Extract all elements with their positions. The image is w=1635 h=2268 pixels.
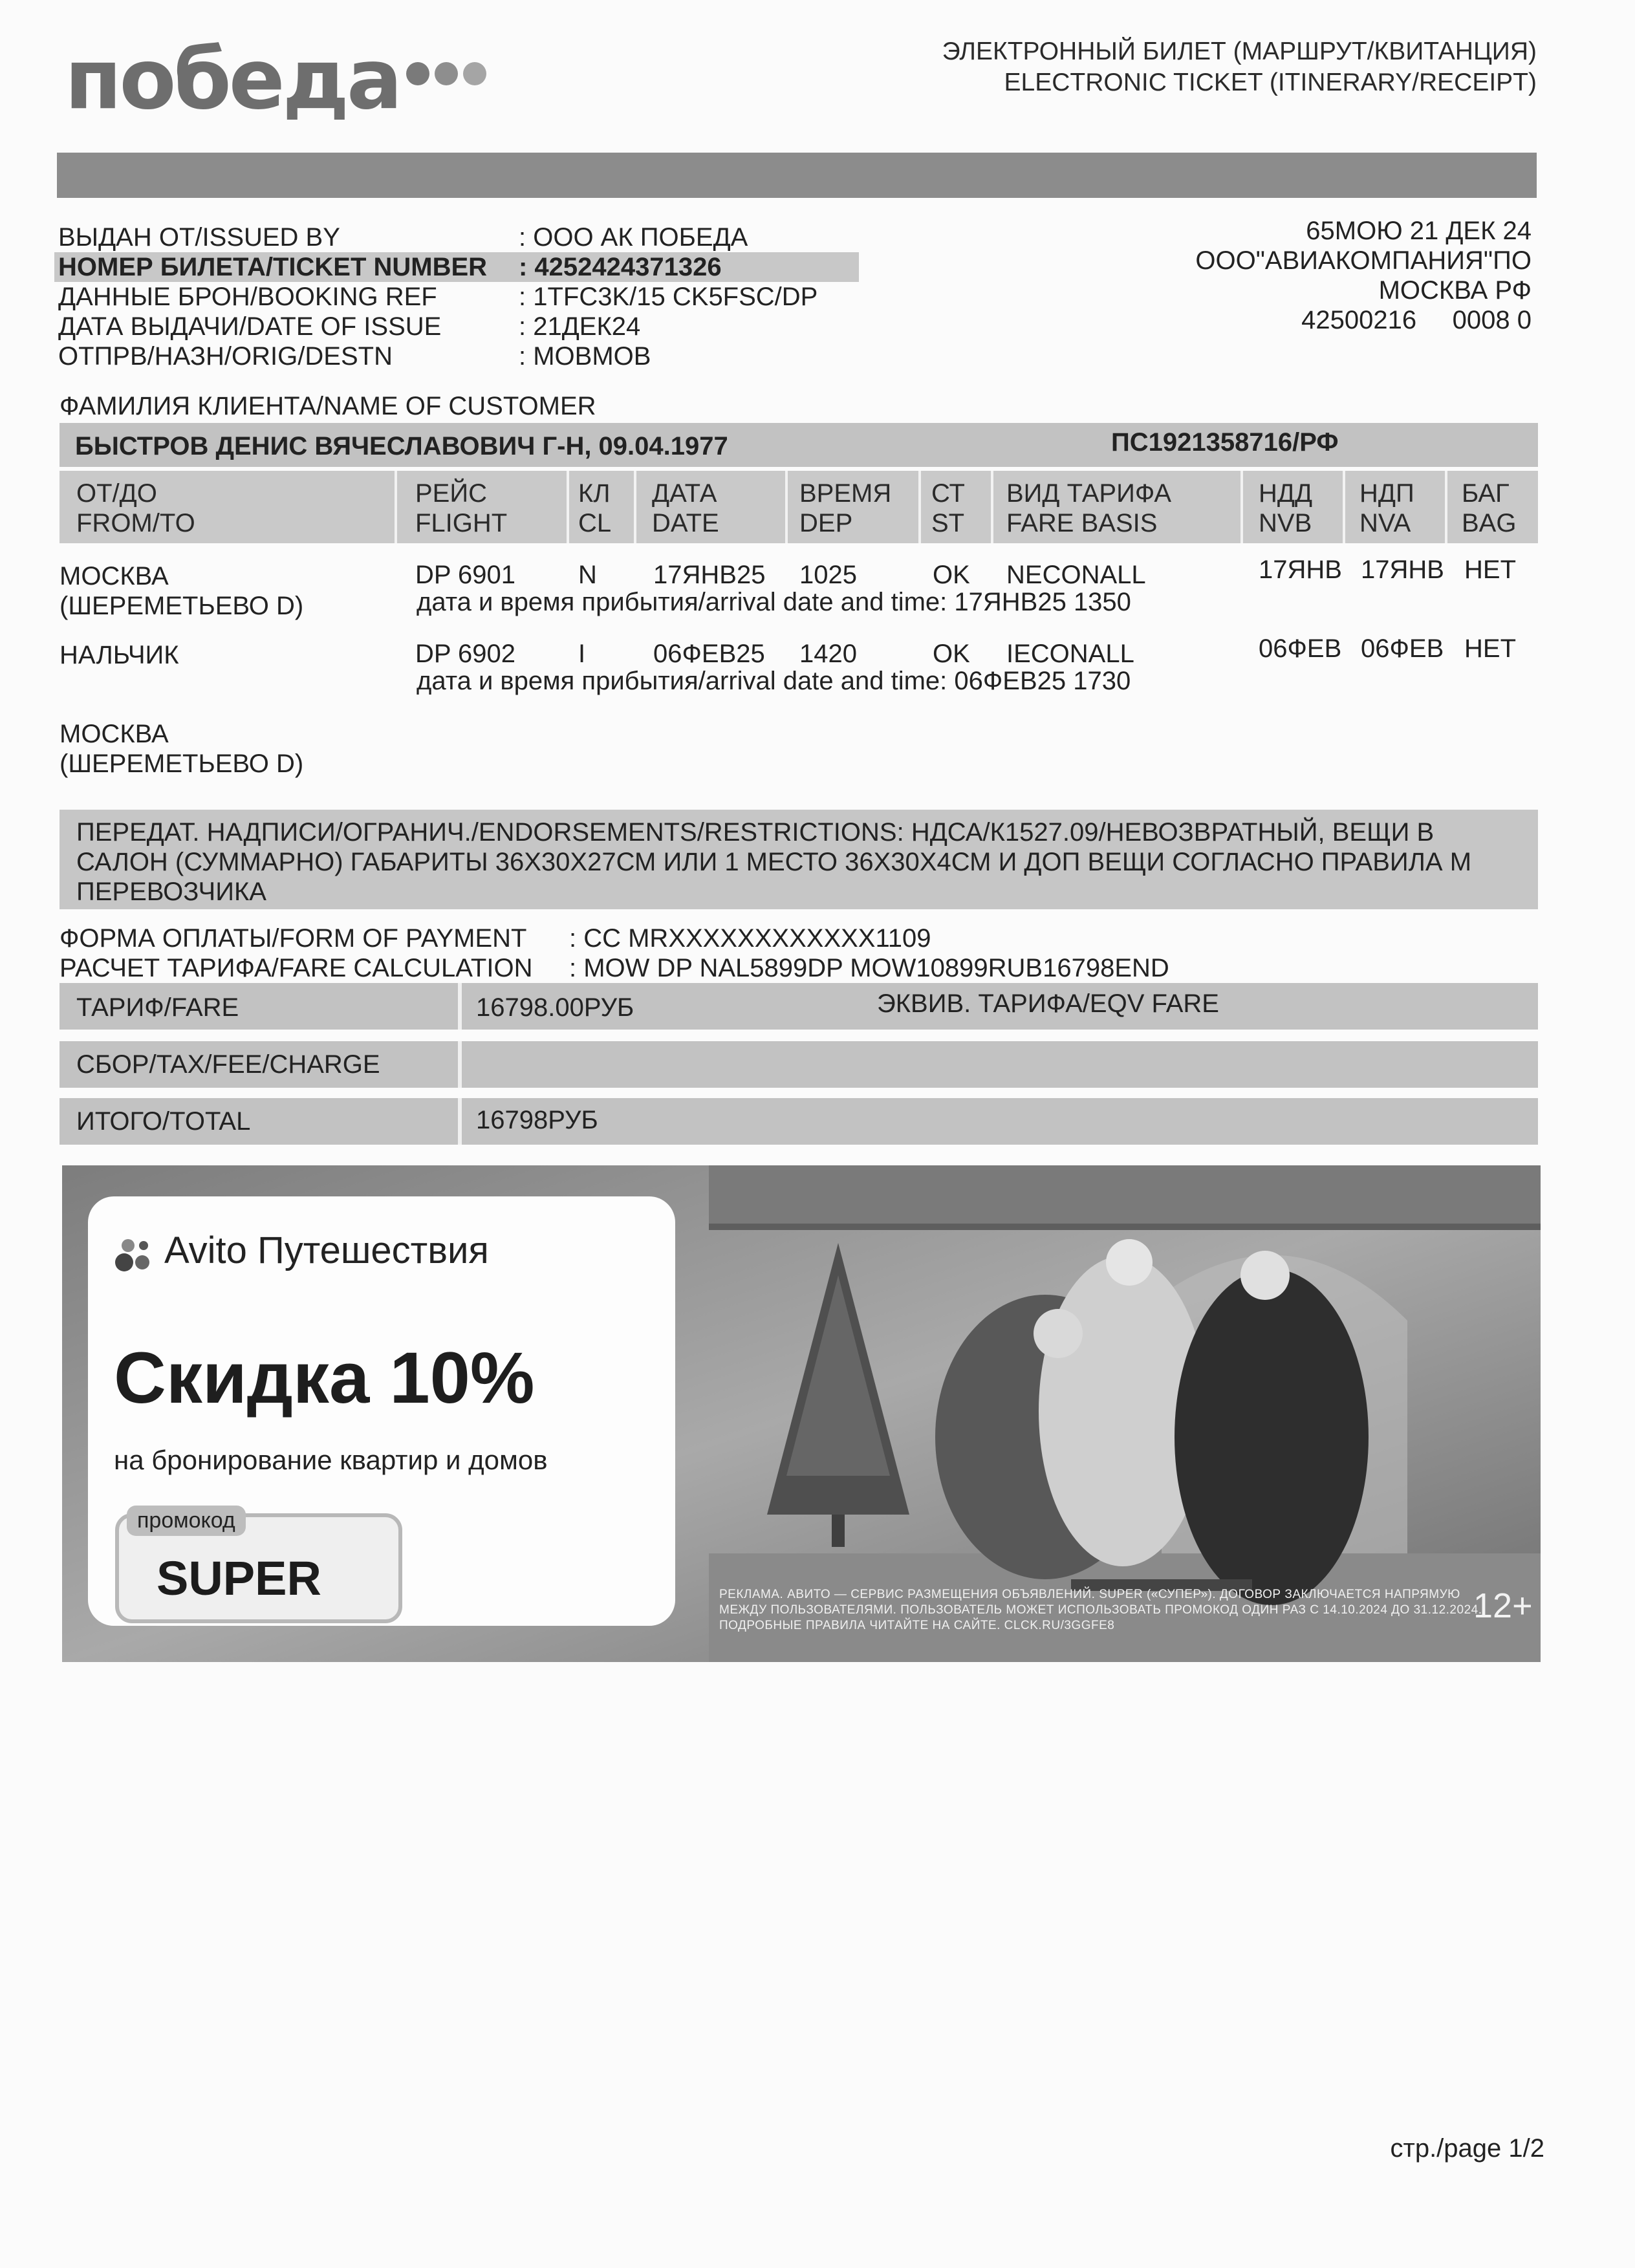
total-row xyxy=(60,1098,1538,1145)
col-header-en: BAG xyxy=(1462,509,1517,537)
ticket-number-value: : 4252424371326 xyxy=(519,253,722,281)
segment-nvb: 17ЯНВ xyxy=(1259,556,1342,584)
ticket-number-label: НОМЕР БИЛЕТА/TICKET NUMBER xyxy=(58,253,488,281)
col-header-ru: РЕЙС xyxy=(415,479,487,508)
col-header-en: DATE xyxy=(652,509,719,537)
issue-info xyxy=(58,222,899,378)
agency-line: 65МОЮ 21 ДЕК 24 xyxy=(1306,217,1532,245)
segment-flight: DP 6902 xyxy=(415,640,515,668)
col-header-en: NVB xyxy=(1259,509,1312,537)
col-header-dep xyxy=(799,479,891,538)
route-value: : МОВМОВ xyxy=(519,342,651,371)
total-label: ИТОГО/TOTAL xyxy=(76,1107,251,1136)
agency-line: ООО"АВИАКОМПАНИЯ"ПО xyxy=(1195,246,1532,275)
logo-dot xyxy=(406,62,429,85)
col-header-nvb xyxy=(1259,479,1312,538)
fare-row xyxy=(60,983,1538,1030)
col-header-en: FARE BASIS xyxy=(1006,509,1158,537)
segment-fare-basis: NECONALL xyxy=(1006,561,1146,589)
column-divider xyxy=(567,471,569,543)
col-header-en: FROM/TO xyxy=(76,509,195,537)
title-en: ELECTRONIC TICKET (ITINERARY/RECEIPT) xyxy=(1004,69,1537,96)
col-header-en: FLIGHT xyxy=(415,509,508,537)
column-divider xyxy=(991,471,993,543)
segment-arrival: дата и время прибытия/arrival date and time: 06ФЕВ25 1730 xyxy=(417,667,1131,695)
segment-dep: 1420 xyxy=(799,640,857,668)
col-header-en: NVA xyxy=(1359,509,1411,537)
segment-fare-basis: IECONALL xyxy=(1006,640,1134,668)
segment-from: МОСКВА xyxy=(60,562,169,590)
column-divider xyxy=(1240,471,1243,543)
route-label: ОТПРВ/НАЗН/ORIG/DESTN xyxy=(58,342,393,371)
ad-subline: на бронирование квартир и домов xyxy=(114,1445,548,1475)
segment-flight: DP 6901 xyxy=(415,561,515,589)
column-divider xyxy=(395,471,397,543)
avito-logo-icon xyxy=(114,1235,159,1274)
col-header-ru: ВИД ТАРИФА xyxy=(1006,479,1172,508)
promo-tag: промокод xyxy=(127,1506,246,1536)
endorsements-text: ПЕРЕДАТ. НАДПИСИ/ОГРАНИЧ./ENDORSEMENTS/RESTRICTIONS: НДСА/К1527.09/НЕВОЗВРАТНЫЙ, ВЕЩИ В САЛОН (СУММАРНО) ГАБАРИТЫ 36Х30Х27СМ ИЛИ 1 МЕСТО 36Х30Х4СМ И ДОП ВЕЩИ СОГЛАСНО ПРАВИЛА М ПЕРЕВОЗЧИКА xyxy=(76,818,1472,906)
pobeda-logo: победа xyxy=(65,32,400,128)
col-header-from xyxy=(76,479,195,538)
issued-by-label: ВЫДАН ОТ/ISSUED BY xyxy=(58,223,340,252)
segment-arrival: дата и время прибытия/arrival date and time: 17ЯНВ25 1350 xyxy=(417,588,1131,616)
segment-nva: 06ФЕВ xyxy=(1361,634,1444,663)
ad-headline: Скидка 10% xyxy=(114,1337,535,1418)
table-header xyxy=(60,471,1538,543)
column-divider xyxy=(1343,471,1345,543)
avito-advertisement[interactable] xyxy=(62,1165,1541,1662)
page-number: стр./page 1/2 xyxy=(1390,2134,1544,2163)
final-destination: МОСКВА xyxy=(60,720,169,748)
logo-dots xyxy=(406,62,486,85)
agency-line: 42500216 0008 0 xyxy=(1301,306,1532,334)
column-divider xyxy=(458,983,462,1030)
document-title xyxy=(942,36,1537,98)
col-header-en: ST xyxy=(931,509,965,537)
final-destination-airport: (ШЕРЕМЕТЬЕВО D) xyxy=(60,750,304,778)
col-header-en: CL xyxy=(578,509,612,537)
col-header-date xyxy=(652,479,719,538)
ad-legal-text: РЕКЛАМА. АВИТО — СЕРВИС РАЗМЕЩЕНИЯ ОБЪЯВЛЕНИЙ. SUPER («СУПЕР»). ДОГОВОР ЗАКЛЮЧАЕТСЯ НАПРЯМУЮ МЕЖДУ ПОЛЬЗОВАТЕЛЯМИ. ПОЛЬЗОВАТЕЛЬ МОЖЕТ ИСПОЛЬЗОВАТЬ ПРОМОКОД ОДИН РАЗ С 14.10.2024 ДО 31.12.2024. ПОДРОБНЫЕ ПРАВИЛА ЧИТАЙТЕ НА САЙТЕ. CLCK.RU/3GGFE8 xyxy=(719,1588,1482,1632)
col-header-bag xyxy=(1462,479,1516,538)
col-header-ru: НДП xyxy=(1359,479,1414,508)
customer-label: ФАМИЛИЯ КЛИЕНТА/NAME OF CUSTOMER xyxy=(60,392,596,420)
col-header-ru: ДАТА xyxy=(652,479,717,508)
segment-from: НАЛЬЧИК xyxy=(60,641,179,669)
col-header-status xyxy=(931,479,965,538)
column-divider xyxy=(634,471,636,543)
segment-class: N xyxy=(578,561,597,589)
issued-by-value: : ООО АК ПОБЕДА xyxy=(519,223,748,252)
ad-card xyxy=(88,1196,675,1626)
segment-dep: 1025 xyxy=(799,561,857,589)
column-divider xyxy=(458,1041,462,1088)
fare-calc-label: РАСЧЕТ ТАРИФА/FARE CALCULATION xyxy=(60,954,533,982)
col-header-flight xyxy=(415,479,507,538)
booking-ref-value: : 1TFC3K/15 CK5FSC/DP xyxy=(519,283,818,311)
col-header-class xyxy=(578,479,611,538)
header-bar xyxy=(57,153,1537,198)
col-header-ru: ОТ/ДО xyxy=(76,479,157,508)
agency-block xyxy=(1195,216,1532,335)
col-header-en: DEP xyxy=(799,509,853,537)
segment-nvb: 06ФЕВ xyxy=(1259,634,1342,663)
age-rating: 12+ xyxy=(1473,1586,1533,1625)
title-ru: ЭЛЕКТРОННЫЙ БИЛЕТ (МАРШРУТ/КВИТАНЦИЯ) xyxy=(942,38,1537,65)
column-divider xyxy=(918,471,921,543)
fare-value: 16798.00РУБ xyxy=(476,993,634,1022)
col-header-fare-basis xyxy=(1006,479,1171,538)
segment-status: OK xyxy=(933,640,970,668)
column-divider xyxy=(785,471,788,543)
customer-document: ПС1921358716/РФ xyxy=(1111,428,1339,457)
logo-dot xyxy=(463,62,486,85)
eqv-fare-label: ЭКВИВ. ТАРИФА/EQV FARE xyxy=(877,989,1219,1018)
fare-label: ТАРИФ/FARE xyxy=(76,993,239,1022)
payment-form-value: : CC MRXXXXXXXXXXXX1109 xyxy=(569,924,931,953)
column-divider xyxy=(458,1098,462,1145)
col-header-ru: СТ xyxy=(931,479,965,508)
logo-dot xyxy=(435,62,458,85)
col-header-ru: КЛ xyxy=(578,479,611,508)
issue-date-label: ДАТА ВЫДАЧИ/DATE OF ISSUE xyxy=(58,312,442,341)
segment-date: 06ФЕВ25 xyxy=(653,640,765,668)
segment-bag: НЕТ xyxy=(1464,634,1516,663)
customer-name: БЫСТРОВ ДЕНИС ВЯЧЕСЛАВОВИЧ Г-Н, 09.04.1977 xyxy=(75,432,728,460)
col-header-nva xyxy=(1359,479,1414,538)
segment-class: I xyxy=(578,640,586,668)
segment-from-airport: (ШЕРЕМЕТЬЕВО D) xyxy=(60,592,304,620)
agency-line: МОСКВА РФ xyxy=(1378,276,1532,305)
payment-form-label: ФОРМА ОПЛАТЫ/FORM OF PAYMENT xyxy=(60,924,527,953)
col-header-ru: ВРЕМЯ xyxy=(799,479,892,508)
promo-code: SUPER xyxy=(157,1551,321,1605)
segment-bag: НЕТ xyxy=(1464,556,1516,584)
issue-date-value: : 21ДЕК24 xyxy=(519,312,641,341)
segment-status: OK xyxy=(933,561,970,589)
col-header-ru: НДД xyxy=(1259,479,1313,508)
column-divider xyxy=(1445,471,1447,543)
total-value: 16798РУБ xyxy=(476,1106,598,1134)
col-header-ru: БАГ xyxy=(1462,479,1510,508)
tax-label: СБОР/TAX/FEE/CHARGE xyxy=(76,1050,380,1079)
segment-nva: 17ЯНВ xyxy=(1361,556,1444,584)
ad-brand: Avito Путешествия xyxy=(164,1229,489,1271)
segment-date: 17ЯНВ25 xyxy=(653,561,766,589)
fare-calc-value: : MOW DP NAL5899DP MOW10899RUB16798END xyxy=(569,954,1169,982)
booking-ref-label: ДАННЫЕ БРОН/BOOKING REF xyxy=(58,283,437,311)
